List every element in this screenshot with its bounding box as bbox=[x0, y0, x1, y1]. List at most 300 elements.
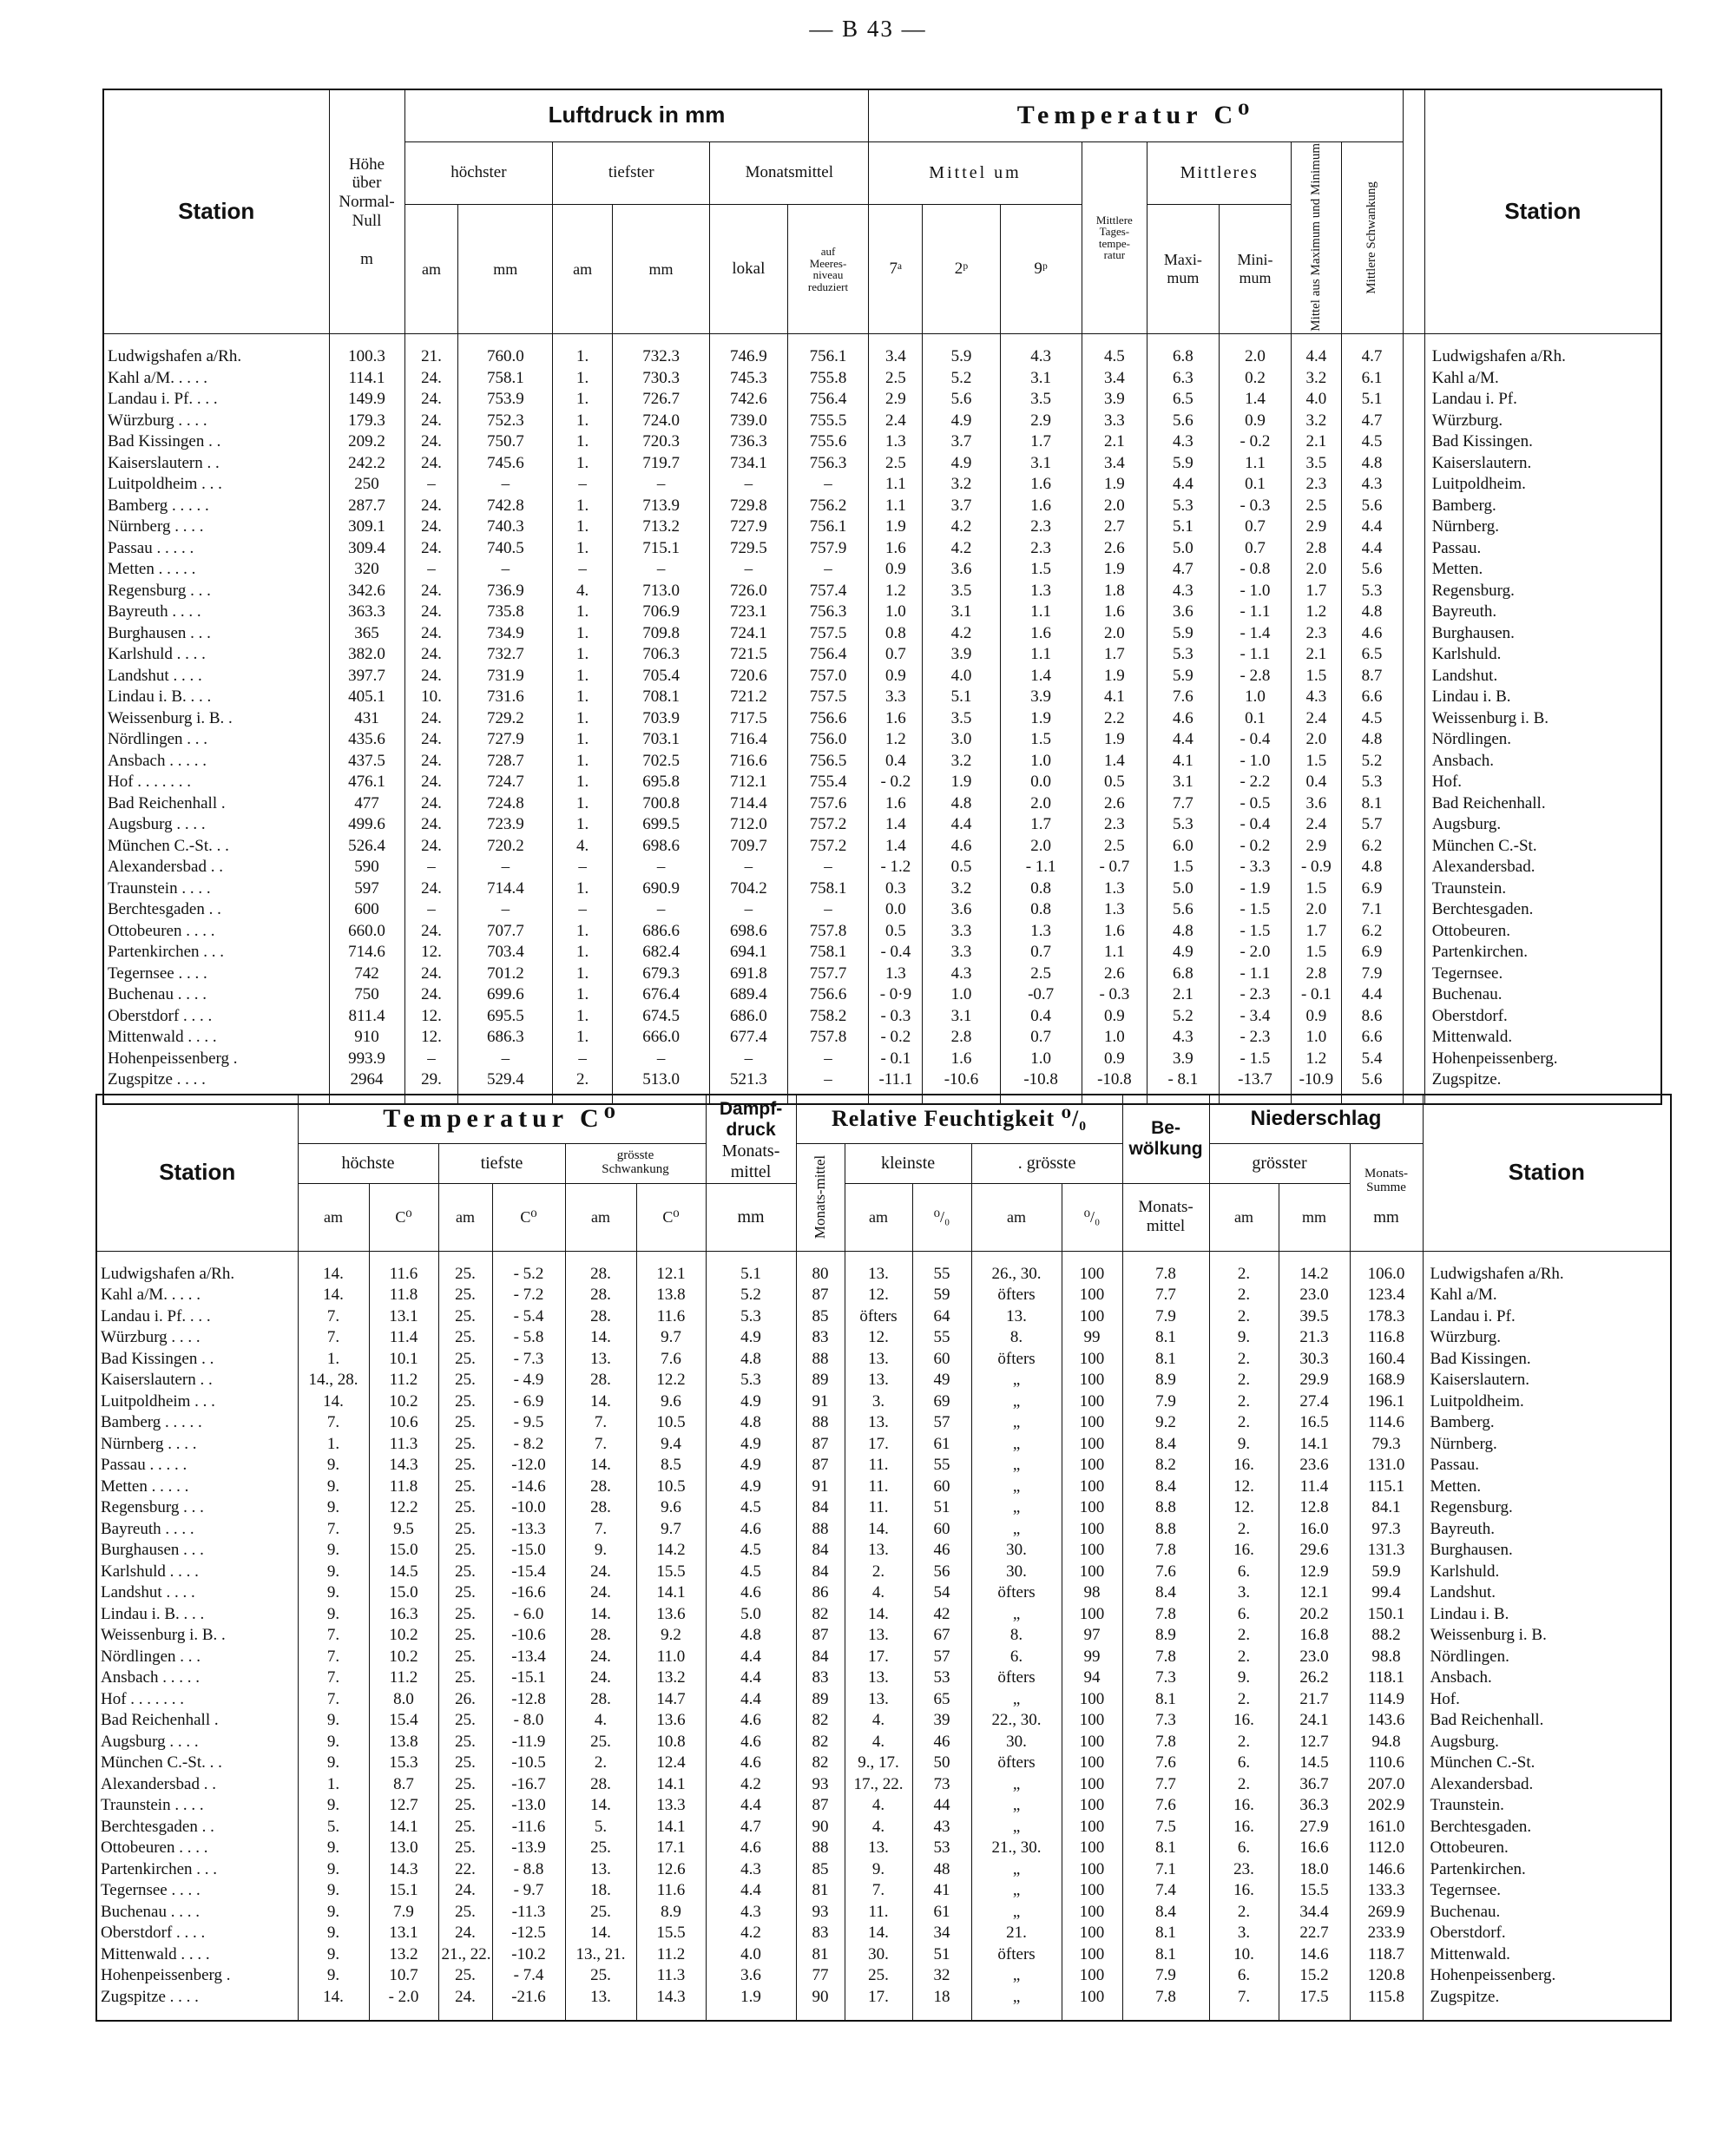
cell-t9: 1.9 bbox=[1000, 708, 1082, 730]
cell-ms: 5.3 bbox=[1341, 772, 1403, 793]
cell-sc: 14.2 bbox=[636, 1540, 706, 1562]
cell-rfm: 85 bbox=[796, 1859, 845, 1881]
table-row bbox=[103, 984, 1661, 1006]
cell-dd: 5.3 bbox=[706, 1306, 796, 1328]
cell-t9: 1.3 bbox=[1000, 581, 1082, 602]
cell-t9: 1.0 bbox=[1000, 751, 1082, 773]
cell-meer: 755.4 bbox=[787, 772, 869, 793]
cell-bew: 8.1 bbox=[1122, 1327, 1209, 1349]
cell-h: 477 bbox=[329, 793, 404, 815]
cell-kp: 60 bbox=[912, 1349, 971, 1371]
cell-tam: 1. bbox=[553, 921, 613, 943]
cell-mt: 2.1 bbox=[1082, 431, 1147, 453]
cell-t7: 2.5 bbox=[869, 453, 923, 475]
time-9p-header: 9ᵖ bbox=[1000, 205, 1082, 334]
cell-bew: 7.4 bbox=[1122, 1880, 1209, 1902]
cell-ham: 7. bbox=[298, 1647, 369, 1668]
vapor-mm-header: mm bbox=[706, 1183, 796, 1251]
table-row bbox=[103, 453, 1661, 475]
cell-station_r: Berchtesgaden. bbox=[1423, 1817, 1671, 1838]
cell-tam: 1. bbox=[553, 878, 613, 900]
cell-nsum: 131.0 bbox=[1350, 1455, 1423, 1477]
cell-mm: 3.2 bbox=[1292, 368, 1341, 390]
cell-ms: 4.8 bbox=[1341, 857, 1403, 878]
cell-station: Ludwigshafen a/Rh. bbox=[96, 1251, 298, 1285]
cell-h: 309.4 bbox=[329, 538, 404, 560]
cell-tam: 25. bbox=[438, 1391, 492, 1413]
cell-mt: 3.9 bbox=[1082, 389, 1147, 411]
spacer-cell bbox=[1403, 389, 1424, 411]
mean-extremes-header: Mittleres bbox=[1147, 141, 1292, 205]
cell-nsum: 269.9 bbox=[1350, 1902, 1423, 1924]
cell-ms: 6.1 bbox=[1341, 368, 1403, 390]
cell-t2: 2.8 bbox=[923, 1027, 1000, 1049]
cell-lok: 709.7 bbox=[710, 836, 787, 858]
cell-nam: 7. bbox=[1209, 1987, 1279, 2022]
table-row bbox=[103, 836, 1661, 858]
humidity-monthly-mean-header: Monats-mittel bbox=[796, 1143, 845, 1251]
cell-rfm: 88 bbox=[796, 1838, 845, 1859]
cell-ham: 9. bbox=[298, 1880, 369, 1902]
cell-ham: 24. bbox=[404, 453, 458, 475]
cell-max: 4.9 bbox=[1147, 942, 1219, 964]
cell-tmm: – bbox=[612, 1049, 709, 1070]
spacer-cell bbox=[1403, 772, 1424, 793]
cell-rfm: 83 bbox=[796, 1327, 845, 1349]
cell-station: Nürnberg . . . . bbox=[103, 516, 329, 538]
cell-gam: „ bbox=[971, 1795, 1062, 1817]
cell-t9: 1.5 bbox=[1000, 729, 1082, 751]
table-row bbox=[103, 581, 1661, 602]
cell-meer: – bbox=[787, 559, 869, 581]
spacer-cell bbox=[1403, 921, 1424, 943]
cell-ham: 24. bbox=[404, 368, 458, 390]
cell-dd: 3.6 bbox=[706, 1965, 796, 1987]
cell-ham: 24. bbox=[404, 389, 458, 411]
table-row bbox=[103, 814, 1661, 836]
cell-meer: 756.3 bbox=[787, 602, 869, 623]
cell-max: 5.3 bbox=[1147, 644, 1219, 666]
cell-gp: 100 bbox=[1062, 1689, 1122, 1711]
cell-station_r: Luitpoldheim. bbox=[1423, 1391, 1671, 1413]
cell-nsum: 94.8 bbox=[1350, 1732, 1423, 1753]
cell-mt: 4.5 bbox=[1082, 334, 1147, 368]
cell-station_r: Lindau i. B. bbox=[1423, 1604, 1671, 1626]
temperature-header: Temperatur C⁰ bbox=[869, 89, 1403, 141]
cell-hmm: 720.2 bbox=[458, 836, 553, 858]
cell-kp: 44 bbox=[912, 1795, 971, 1817]
cell-kam: öfters bbox=[845, 1306, 912, 1328]
cell-t2: 4.8 bbox=[923, 793, 1000, 815]
cell-ham: – bbox=[404, 1049, 458, 1070]
cell-max: 5.9 bbox=[1147, 666, 1219, 687]
cell-tam: 1. bbox=[553, 708, 613, 730]
cell-bew: 7.5 bbox=[1122, 1817, 1209, 1838]
cell-sc: 14.7 bbox=[636, 1689, 706, 1711]
cell-ms: 6.6 bbox=[1341, 1027, 1403, 1049]
cell-sam: 28. bbox=[565, 1306, 636, 1328]
cell-nmm: 14.2 bbox=[1279, 1251, 1350, 1285]
cell-gam: öfters bbox=[971, 1944, 1062, 1966]
cell-mm: 2.3 bbox=[1292, 474, 1341, 496]
cell-hmm: 735.8 bbox=[458, 602, 553, 623]
cell-ham: 24. bbox=[404, 984, 458, 1006]
cell-t7: - 0·9 bbox=[869, 984, 923, 1006]
cell-meer: 756.1 bbox=[787, 334, 869, 368]
table-row bbox=[103, 708, 1661, 730]
cell-mt: 0.9 bbox=[1082, 1049, 1147, 1070]
cell-h: 100.3 bbox=[329, 334, 404, 368]
cell-hc: 13.0 bbox=[369, 1838, 438, 1859]
cell-station: Burghausen . . . bbox=[96, 1540, 298, 1562]
local-header: lokal bbox=[710, 205, 787, 334]
cell-mm: 3.2 bbox=[1292, 411, 1341, 432]
cell-tam: 25. bbox=[438, 1732, 492, 1753]
cell-mm: 2.0 bbox=[1292, 729, 1341, 751]
cell-tam: 25. bbox=[438, 1540, 492, 1562]
cell-dd: 4.9 bbox=[706, 1477, 796, 1498]
monthly-mean-header: Monatsmittel bbox=[710, 141, 869, 205]
table-row bbox=[103, 516, 1661, 538]
cell-ham: 7. bbox=[298, 1519, 369, 1541]
cell-lok: 521.3 bbox=[710, 1069, 787, 1104]
cell-tc: -12.5 bbox=[492, 1923, 565, 1944]
cell-sc: 11.3 bbox=[636, 1965, 706, 1987]
cell-ham: 24. bbox=[404, 538, 458, 560]
cell-t9: -0.7 bbox=[1000, 984, 1082, 1006]
cell-gp: 100 bbox=[1062, 1732, 1122, 1753]
cell-kam: 9. bbox=[845, 1859, 912, 1881]
cell-tc: -11.6 bbox=[492, 1817, 565, 1838]
station-header-right: Station bbox=[1423, 1095, 1671, 1251]
cell-meer: 756.0 bbox=[787, 729, 869, 751]
spacer-cell bbox=[1403, 878, 1424, 900]
spacer-cell bbox=[1403, 559, 1424, 581]
cell-ms: 5.6 bbox=[1341, 1069, 1403, 1104]
cell-t2: 4.3 bbox=[923, 964, 1000, 985]
cell-kam: 13. bbox=[845, 1349, 912, 1371]
cell-sam: 24. bbox=[565, 1562, 636, 1583]
cell-lok: 677.4 bbox=[710, 1027, 787, 1049]
cell-mm: 2.4 bbox=[1292, 814, 1341, 836]
cell-kam: 25. bbox=[845, 1965, 912, 1987]
cell-max: 4.1 bbox=[1147, 751, 1219, 773]
cell-ms: 5.6 bbox=[1341, 559, 1403, 581]
cell-nmm: 36.3 bbox=[1279, 1795, 1350, 1817]
cell-tmm: 709.8 bbox=[612, 623, 709, 645]
cell-nsum: 168.9 bbox=[1350, 1370, 1423, 1391]
cell-nam: 16. bbox=[1209, 1795, 1279, 1817]
cell-ham: 9. bbox=[298, 1477, 369, 1498]
spacer-cell bbox=[1403, 581, 1424, 602]
cell-tam: 1. bbox=[553, 772, 613, 793]
cell-hmm: 701.2 bbox=[458, 964, 553, 985]
cell-mm: 1.2 bbox=[1292, 602, 1341, 623]
cell-mt: 1.6 bbox=[1082, 921, 1147, 943]
cell-rfm: 87 bbox=[796, 1434, 845, 1456]
cell-ham: 9. bbox=[298, 1710, 369, 1732]
cell-lok: 724.1 bbox=[710, 623, 787, 645]
table-row bbox=[103, 538, 1661, 560]
cell-rfm: 80 bbox=[796, 1251, 845, 1285]
table-row bbox=[96, 1477, 1671, 1498]
table-row bbox=[103, 602, 1661, 623]
cell-rfm: 89 bbox=[796, 1689, 845, 1711]
cell-kp: 56 bbox=[912, 1562, 971, 1583]
cell-nsum: 131.3 bbox=[1350, 1540, 1423, 1562]
cell-sam: 5. bbox=[565, 1817, 636, 1838]
table-row bbox=[103, 878, 1661, 900]
cell-hmm: 750.7 bbox=[458, 431, 553, 453]
table-row bbox=[96, 1944, 1671, 1966]
cell-tmm: 703.1 bbox=[612, 729, 709, 751]
cell-meer: 757.8 bbox=[787, 1027, 869, 1049]
cell-nam: 23. bbox=[1209, 1859, 1279, 1881]
am-header: am bbox=[845, 1183, 912, 1251]
cell-lok: 734.1 bbox=[710, 453, 787, 475]
cell-sc: 9.2 bbox=[636, 1625, 706, 1647]
table-row bbox=[96, 1540, 1671, 1562]
cell-station: Nürnberg . . . . bbox=[96, 1434, 298, 1456]
cell-tam: – bbox=[553, 1049, 613, 1070]
cell-bew: 7.3 bbox=[1122, 1710, 1209, 1732]
cell-gp: 97 bbox=[1062, 1625, 1122, 1647]
cell-min: 1.1 bbox=[1219, 453, 1292, 475]
cell-ms: 5.3 bbox=[1341, 581, 1403, 602]
cell-gam: öfters bbox=[971, 1667, 1062, 1689]
cell-dd: 4.6 bbox=[706, 1582, 796, 1604]
mm-header: mm bbox=[458, 205, 553, 334]
cell-kam: 4. bbox=[845, 1710, 912, 1732]
cell-station: Bad Kissingen . . bbox=[103, 431, 329, 453]
cell-tam: 1. bbox=[553, 1006, 613, 1028]
cell-ham: 24. bbox=[404, 836, 458, 858]
cell-hc: 14.3 bbox=[369, 1455, 438, 1477]
cell-mt: 1.9 bbox=[1082, 729, 1147, 751]
cell-tam: 1. bbox=[553, 368, 613, 390]
cell-bew: 8.4 bbox=[1122, 1902, 1209, 1924]
cell-nmm: 15.5 bbox=[1279, 1880, 1350, 1902]
cell-station_r: Karlshuld. bbox=[1424, 644, 1661, 666]
cell-rfm: 88 bbox=[796, 1519, 845, 1541]
cell-lok: 729.5 bbox=[710, 538, 787, 560]
cell-max: 5.3 bbox=[1147, 814, 1219, 836]
am-header: am bbox=[438, 1183, 492, 1251]
cell-kp: 41 bbox=[912, 1880, 971, 1902]
cell-hc: 14.5 bbox=[369, 1562, 438, 1583]
table-row bbox=[103, 921, 1661, 943]
table-row bbox=[103, 1049, 1661, 1070]
cell-lok: 723.1 bbox=[710, 602, 787, 623]
cell-hmm: 736.9 bbox=[458, 581, 553, 602]
cell-nam: 6. bbox=[1209, 1604, 1279, 1626]
cell-dd: 4.4 bbox=[706, 1647, 796, 1668]
cell-tc: - 5.8 bbox=[492, 1327, 565, 1349]
cell-station_r: Hohenpeissenberg. bbox=[1424, 1049, 1661, 1070]
spacer-cell bbox=[1403, 496, 1424, 517]
cell-lok: 721.5 bbox=[710, 644, 787, 666]
cell-nmm: 27.9 bbox=[1279, 1817, 1350, 1838]
cell-station_r: Landshut. bbox=[1423, 1582, 1671, 1604]
cell-nmm: 16.8 bbox=[1279, 1625, 1350, 1647]
cell-nsum: 146.6 bbox=[1350, 1859, 1423, 1881]
cell-tam: 25. bbox=[438, 1497, 492, 1519]
cell-gp: 100 bbox=[1062, 1391, 1122, 1413]
cell-kp: 53 bbox=[912, 1667, 971, 1689]
cell-gp: 100 bbox=[1062, 1753, 1122, 1774]
station-header: Station bbox=[96, 1095, 298, 1251]
cell-sc: 9.7 bbox=[636, 1327, 706, 1349]
cell-t9: 0.7 bbox=[1000, 942, 1082, 964]
cell-mm: 1.0 bbox=[1292, 1027, 1341, 1049]
cell-sc: 7.6 bbox=[636, 1349, 706, 1371]
cell-station: Kaiserslautern . . bbox=[103, 453, 329, 475]
cell-nam: 9. bbox=[1209, 1434, 1279, 1456]
cell-t2: 3.2 bbox=[923, 474, 1000, 496]
cell-meer: 758.2 bbox=[787, 1006, 869, 1028]
cell-kp: 61 bbox=[912, 1434, 971, 1456]
cell-meer: 757.8 bbox=[787, 921, 869, 943]
cell-tam: 1. bbox=[553, 516, 613, 538]
cell-t9: 1.1 bbox=[1000, 644, 1082, 666]
cell-nsum: 98.8 bbox=[1350, 1647, 1423, 1668]
cell-hc: 10.1 bbox=[369, 1349, 438, 1371]
cell-tam: 25. bbox=[438, 1965, 492, 1987]
cell-tam: 1. bbox=[553, 334, 613, 368]
table-row bbox=[103, 964, 1661, 985]
cell-ham: 1. bbox=[298, 1774, 369, 1796]
cell-ham: 9. bbox=[298, 1753, 369, 1774]
cell-mt: 3.4 bbox=[1082, 453, 1147, 475]
cell-ham: 24. bbox=[404, 729, 458, 751]
cell-bew: 8.1 bbox=[1122, 1689, 1209, 1711]
cell-tam: 1. bbox=[553, 538, 613, 560]
cell-tc: - 8.0 bbox=[492, 1710, 565, 1732]
cell-kp: 64 bbox=[912, 1306, 971, 1328]
table-row bbox=[96, 1647, 1671, 1668]
cell-lok: 739.0 bbox=[710, 411, 787, 432]
cell-station_r: Würzburg. bbox=[1424, 411, 1661, 432]
cell-h: 242.2 bbox=[329, 453, 404, 475]
table-row bbox=[103, 496, 1661, 517]
cell-t9: 2.3 bbox=[1000, 538, 1082, 560]
cell-tmm: 699.5 bbox=[612, 814, 709, 836]
cell-t7: 0.4 bbox=[869, 751, 923, 773]
spacer-cell bbox=[1403, 516, 1424, 538]
cell-nam: 6. bbox=[1209, 1562, 1279, 1583]
percent-header: ⁰/₀ bbox=[912, 1183, 971, 1251]
cell-station_r: Mittenwald. bbox=[1423, 1944, 1671, 1966]
cell-ham: 9. bbox=[298, 1455, 369, 1477]
cell-t2: 0.5 bbox=[923, 857, 1000, 878]
cell-bew: 7.8 bbox=[1122, 1251, 1209, 1285]
cell-station_r: Buchenau. bbox=[1423, 1902, 1671, 1924]
cell-hc: 10.2 bbox=[369, 1625, 438, 1647]
cell-station_r: Bayreuth. bbox=[1423, 1519, 1671, 1541]
spacer-cell bbox=[1403, 1049, 1424, 1070]
cell-hmm: – bbox=[458, 857, 553, 878]
cell-gam: 8. bbox=[971, 1327, 1062, 1349]
cell-mm: 4.0 bbox=[1292, 389, 1341, 411]
cell-rfm: 83 bbox=[796, 1923, 845, 1944]
cell-ham: – bbox=[404, 899, 458, 921]
cell-h: 363.3 bbox=[329, 602, 404, 623]
cell-ms: 4.3 bbox=[1341, 474, 1403, 496]
spacer-cell bbox=[1403, 334, 1424, 368]
spacer-cell bbox=[1403, 623, 1424, 645]
cell-rfm: 82 bbox=[796, 1732, 845, 1753]
cell-nsum: 161.0 bbox=[1350, 1817, 1423, 1838]
cell-gp: 100 bbox=[1062, 1562, 1122, 1583]
cell-h: 309.1 bbox=[329, 516, 404, 538]
cell-ms: 6.5 bbox=[1341, 644, 1403, 666]
cell-kam: 14. bbox=[845, 1923, 912, 1944]
cell-hmm: 740.3 bbox=[458, 516, 553, 538]
cell-station: Bamberg . . . . . bbox=[103, 496, 329, 517]
table-temperature-humidity-precipitation bbox=[95, 1094, 1672, 2022]
cell-hmm: – bbox=[458, 1049, 553, 1070]
cell-hc: 13.8 bbox=[369, 1732, 438, 1753]
cell-kp: 61 bbox=[912, 1902, 971, 1924]
cell-t9: 3.9 bbox=[1000, 687, 1082, 708]
lowest-header: tiefste bbox=[438, 1143, 565, 1183]
cell-ham: 9. bbox=[298, 1902, 369, 1924]
cell-min: - 1.1 bbox=[1219, 964, 1292, 985]
spacer-cell bbox=[1403, 1027, 1424, 1049]
cell-hmm: 734.9 bbox=[458, 623, 553, 645]
cell-mm: 1.7 bbox=[1292, 921, 1341, 943]
cell-mm: - 0.9 bbox=[1292, 857, 1341, 878]
cell-mm: 2.9 bbox=[1292, 516, 1341, 538]
cell-nmm: 23.6 bbox=[1279, 1455, 1350, 1477]
table-row bbox=[103, 559, 1661, 581]
cell-nam: 2. bbox=[1209, 1391, 1279, 1413]
cell-sc: 11.2 bbox=[636, 1944, 706, 1966]
cell-ham: 9. bbox=[298, 1838, 369, 1859]
cell-gam: „ bbox=[971, 1817, 1062, 1838]
cell-t9: 1.7 bbox=[1000, 814, 1082, 836]
cell-dd: 1.9 bbox=[706, 1987, 796, 2022]
cell-t9: 1.4 bbox=[1000, 666, 1082, 687]
cell-nsum: 207.0 bbox=[1350, 1774, 1423, 1796]
cell-h: 435.6 bbox=[329, 729, 404, 751]
cell-nmm: 39.5 bbox=[1279, 1306, 1350, 1328]
cell-h: 287.7 bbox=[329, 496, 404, 517]
cell-dd: 4.2 bbox=[706, 1774, 796, 1796]
cell-station: Augsburg . . . . bbox=[96, 1732, 298, 1753]
cell-rfm: 87 bbox=[796, 1285, 845, 1306]
cell-gam: „ bbox=[971, 1391, 1062, 1413]
cell-rfm: 85 bbox=[796, 1306, 845, 1328]
cell-max: 1.5 bbox=[1147, 857, 1219, 878]
cell-bew: 8.4 bbox=[1122, 1434, 1209, 1456]
cell-mt: - 0.3 bbox=[1082, 984, 1147, 1006]
cell-kam: 4. bbox=[845, 1732, 912, 1753]
cell-nmm: 23.0 bbox=[1279, 1285, 1350, 1306]
cell-max: 5.6 bbox=[1147, 411, 1219, 432]
cell-kam: 17. bbox=[845, 1987, 912, 2022]
greatest-precip-header: grösster bbox=[1209, 1143, 1350, 1183]
cell-tmm: 705.4 bbox=[612, 666, 709, 687]
cell-sam: 28. bbox=[565, 1370, 636, 1391]
cell-station_r: Hohenpeissenberg. bbox=[1423, 1965, 1671, 1987]
cell-station: Hof . . . . . . . bbox=[96, 1689, 298, 1711]
cell-dd: 4.4 bbox=[706, 1880, 796, 1902]
table-row bbox=[96, 1327, 1671, 1349]
cell-station_r: Ansbach. bbox=[1423, 1667, 1671, 1689]
cell-sc: 17.1 bbox=[636, 1838, 706, 1859]
cell-min: - 0.3 bbox=[1219, 496, 1292, 517]
